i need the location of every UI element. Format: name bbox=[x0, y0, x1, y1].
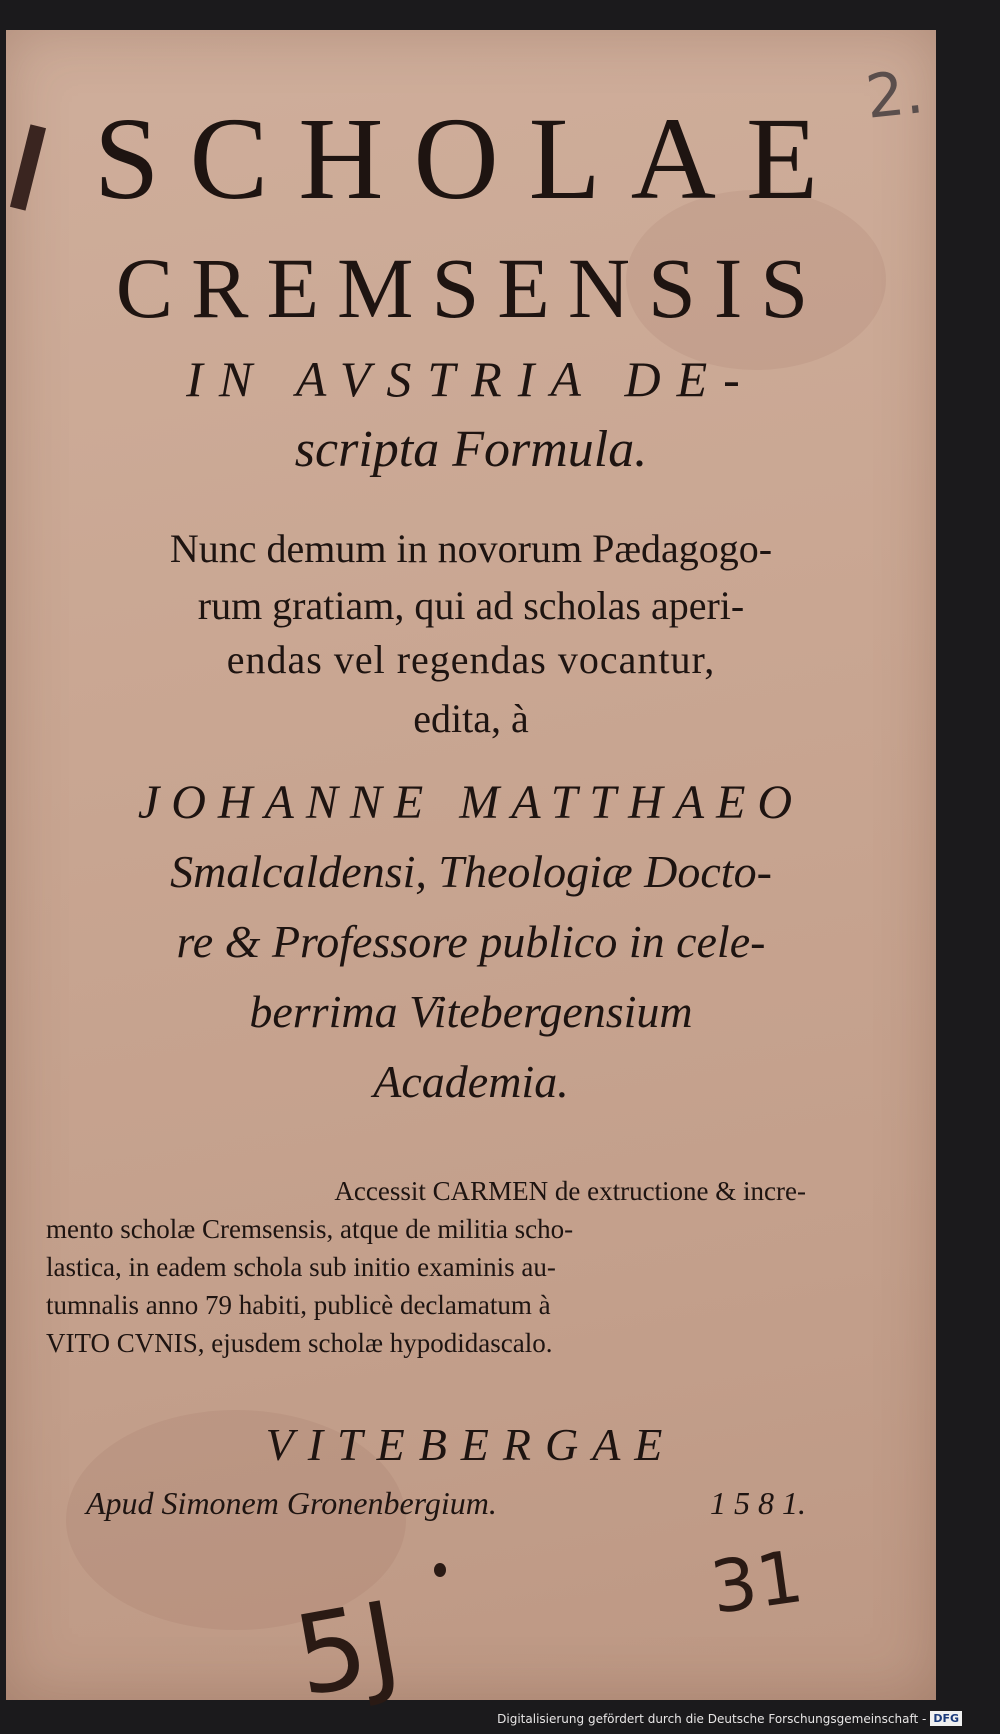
note-line-5: VITO CVNIS, ejusdem scholæ hypodidascalo. bbox=[46, 1328, 553, 1358]
note-line-4: tumnalis anno 79 habiti, publicè declamatum à bbox=[46, 1290, 551, 1320]
title-line-3: IN AVSTRIA DE- bbox=[186, 351, 756, 407]
title-line-1: SCHOLAE bbox=[93, 93, 849, 224]
title-line-4: scripta Formula. bbox=[294, 421, 648, 478]
handwritten-number-bottom: 5J bbox=[285, 1577, 409, 1721]
ink-dot bbox=[434, 1563, 446, 1577]
subtitle-line-3: endas vel regendas vocantur, bbox=[226, 637, 716, 682]
handwritten-number-top: 2. bbox=[862, 57, 927, 133]
imprint-place: VITEBERGAE bbox=[265, 1419, 677, 1470]
author-line-4: berrima Vitebergensium bbox=[249, 986, 693, 1037]
author-line-5: Academia. bbox=[373, 1056, 569, 1107]
note-line-2: mento scholæ Cremsensis, atque de militia scho- bbox=[46, 1214, 574, 1244]
author-line-2: Smalcaldensi, Theologiæ Docto- bbox=[170, 846, 772, 897]
imprint-year: 1 5 8 1. bbox=[710, 1485, 806, 1521]
imprint-printer: Apud Simonem Gronenbergium. bbox=[86, 1485, 497, 1521]
imprint-line bbox=[86, 1485, 806, 1522]
note-line-3: lastica, in eadem schola sub initio examinis au- bbox=[46, 1252, 556, 1282]
note-line-1: Accessit CARMEN de extructione & incre- bbox=[334, 1176, 806, 1206]
credit-text: Digitalisierung gefördert durch die Deutsche Forschungsgemeinschaft - bbox=[497, 1711, 927, 1726]
title-line-2: CREMSENSIS bbox=[115, 240, 827, 336]
handwritten-number-bottom-right: 31 bbox=[705, 1534, 809, 1630]
author-line-1: JOHANNE MATTHAEO bbox=[137, 776, 805, 829]
subtitle-line-2: rum gratiam, qui ad scholas aperi- bbox=[197, 583, 745, 628]
digitization-credit bbox=[497, 1711, 962, 1726]
subtitle-line-1: Nunc demum in novorum Pædagogo- bbox=[169, 526, 773, 571]
author-line-3: re & Professore publico in cele- bbox=[176, 916, 766, 967]
dfg-logo: DFG bbox=[930, 1711, 962, 1726]
subtitle-line-4: edita, à bbox=[413, 696, 529, 741]
